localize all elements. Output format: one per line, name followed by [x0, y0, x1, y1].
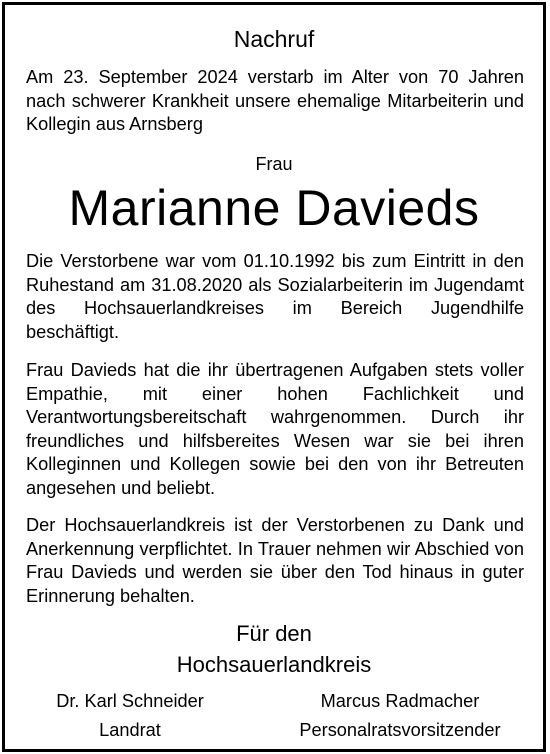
closing-line-2: Hochsauerlandkreis [176, 652, 372, 677]
notice-title: Nachruf [233, 26, 315, 52]
intro-paragraph: Am 23. September 2024 verstarb im Alter von 70 Jahren nach schwerer Krankheit unsere ehemalige Mitarbeiterin und Kollegin aus Arnsberg [26, 67, 524, 134]
salutation: Frau [255, 154, 293, 174]
closing-line-1: Für den [236, 621, 312, 646]
obituary-notice [5, 5, 543, 749]
paragraph-appreciation: Frau Davieds hat die ihr übertragenen Aufgaben stets voller Empathie, mit einer hohen Fachlichkeit und Verantwortungsbereitschaft wahrgenommen. Durch ihr freundliches und hilfsbereites Wesen war sie bei ihren Kolleginnen und Kollegen sowie bei den von ihr Betreuten angesehen und beliebt. [26, 360, 524, 498]
signatory-role-right: Personalratsvorsitzender [299, 720, 501, 740]
paragraph-employment: Die Verstorbene war vom 01.10.1992 bis zum Eintritt in den Ruhestand am 31.08.2020 als Sozialarbeiterin im Jugendamt des Hochsauerlandkreises im Bereich Jugendhilfe beschäftigt. [26, 251, 524, 342]
signatory-name-left: Dr. Karl Schneider [56, 691, 204, 711]
signatory-role-left: Landrat [99, 720, 161, 740]
deceased-name: Marianne Davieds [68, 180, 480, 236]
notice-border [2, 2, 546, 752]
paragraph-farewell: Der Hochsauerlandkreis ist der Verstorbenen zu Dank und Anerkennung verpflichtet. In Trauer nehmen wir Abschied von Frau Davieds und werden sie über den Tod hinaus in guter Erinnerung behalten. [26, 515, 524, 606]
signatory-name-right: Marcus Radmacher [320, 691, 480, 711]
